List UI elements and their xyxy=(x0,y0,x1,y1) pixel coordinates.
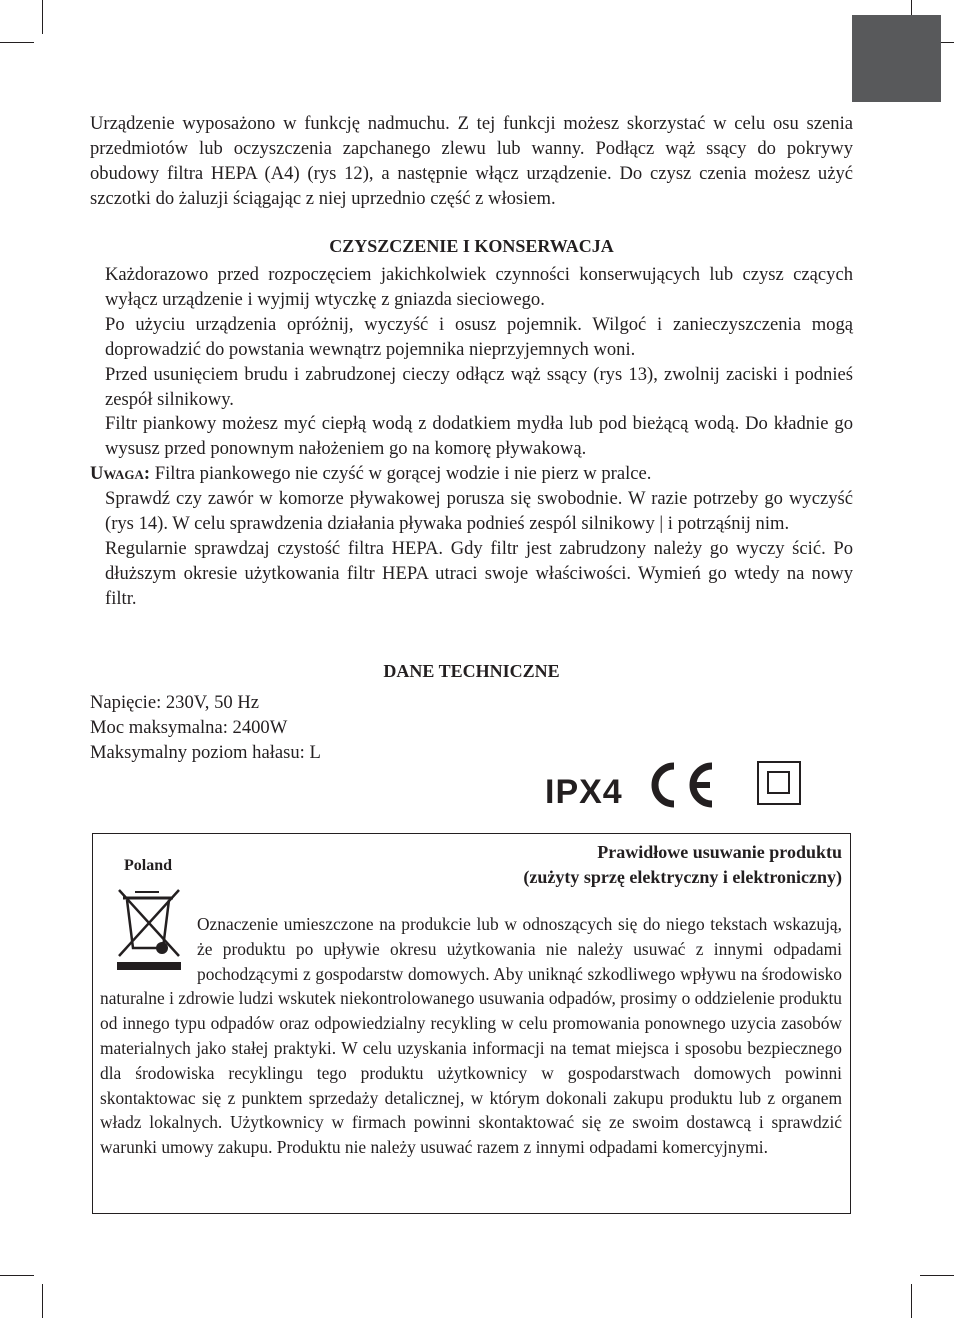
warning-text: Filtra piankowego nie czyść w gorącej wodzie i nie pierz w pralce. xyxy=(150,463,652,485)
crop-mark xyxy=(42,0,43,34)
tech-heading: DANE TECHNICZNE xyxy=(383,661,560,681)
intro-paragraph: Urządzenie wyposażono w funkcję nadmuchu. Z tej funkcji możesz skorzystać w celu osu szenia przedmiotów lub oczyszczenia zapchanego zlewu lub wanny. Podłącz wąż ssący do pokrywy obudowy filtra HEPA (A4) (rys 12), a następnie włącz urządzenie. Do czysz czenia możesz użyć szczotki do żaluzji ściągając z niej uprzednio część z włosiem. xyxy=(90,113,853,209)
spec-noise: Maksymalny poziom hałasu: L xyxy=(90,742,321,763)
disposal-info-box xyxy=(92,833,851,1214)
warning-label: Uwaga: xyxy=(90,463,151,485)
language-tab-marker xyxy=(852,15,941,102)
list-item: Przed usunięciem brudu i zabrudzonej cieczy odłącz wąż ssący (rys 13), zwolnij zaciski i podnieś zespół silnikowy. xyxy=(105,363,853,410)
cleaning-heading: CZYSZCZENIE I KONSERWACJA xyxy=(329,236,614,256)
crop-mark xyxy=(911,1284,912,1318)
ce-mark-icon xyxy=(646,760,716,810)
crop-mark xyxy=(920,1275,954,1276)
country-label: Poland xyxy=(124,857,173,874)
list-item: Po użyciu urządzenia opróżnij, wyczyść i osusz pojemnik. Wilgoć i zanieczyszczenia mogą doprowadzić do powstania wewnątrz pojemnika nieprzyjemnych woni. xyxy=(105,313,853,360)
list-item: Regularnie sprawdzaj czystość filtra HEPA. Gdy filtr jest zabrudzony należy go wyczy ścić. Po dłuższym okresie użytkowania filtr HEPA utraci swoje właściwości. Wymień go wtedy na nowy filtr. xyxy=(105,537,853,609)
ipx4-rating: IPX4 xyxy=(545,773,623,811)
disposal-text: Oznaczenie umieszczone na produkcie lub w odnoszących się do niego tekstach wskazują, że produktu po upływie okresu użytkowania nie należy usuwać z innymi odpadami pochodzącymi z gospodarstw domowych. Aby uniknąć szkodliwego wpływu na środowisko naturalne i zdrowie ludzi wskutek niekontrolowanego usuwania odpadów, prosimy o oddzielenie produktu od innego typu odpadów oraz odpowiedzialny recykling w celu promowania ponownego uzycia zasobów materialnych jako stałej praktyki. W celu uzyskania informacji na temat miejsca i sposobu bezpiecznego dla środowiska recyklingu tego produktu użytkownicy w gospodarstwach domowych powinni skontaktowac się z punktem sprzedaży detalicznej, w którym dokonali zakupu produktu lub z organem władz lokalnych. Użytkownicy w firmach powinni skontaktować się ze swoim dostawcą i sprawdzić warunki umowy zakupu. Produktu nie należy usuwać razem z innymi odpadami komercyjnymi. xyxy=(100,914,842,1158)
list-item: Sprawdź czy zawór w komorze pływakowej porusza się swobodnie. W razie potrzeby go wyczyść (rys 14). W celu sprawdzenia działania pływaka podnieś zespól silnikowy | i potrząśnij nim. xyxy=(105,488,853,535)
tech-specs xyxy=(90,690,321,765)
disposal-title: Prawidłowe usuwanie produktu (zużyty sprzę elektryczny i elektroniczny) xyxy=(523,842,842,887)
crop-mark xyxy=(0,42,34,43)
warning-note xyxy=(90,462,853,487)
spec-power: Moc maksymalna: 2400W xyxy=(90,717,288,738)
crop-mark xyxy=(0,1275,34,1276)
spec-voltage: Napięcie: 230V, 50 Hz xyxy=(90,692,260,713)
list-item: Filtr piankowy możesz myć ciepłą wodą z dodatkiem mydła lub pod bieżącą wodą. Do kładnie go wysusz przed ponownym nałożeniem go na komorę pływakową. xyxy=(105,413,853,460)
cleaning-list xyxy=(90,263,853,612)
crop-mark xyxy=(42,1284,43,1318)
list-item: Każdorazowo przed rozpoczęciem jakichkolwiek czynności konserwujących lub czysz czących wyłącz urządzenie i wyjmij wtyczkę z gniazda sieciowego. xyxy=(105,264,853,310)
class-ii-double-insulation-icon xyxy=(757,761,801,805)
